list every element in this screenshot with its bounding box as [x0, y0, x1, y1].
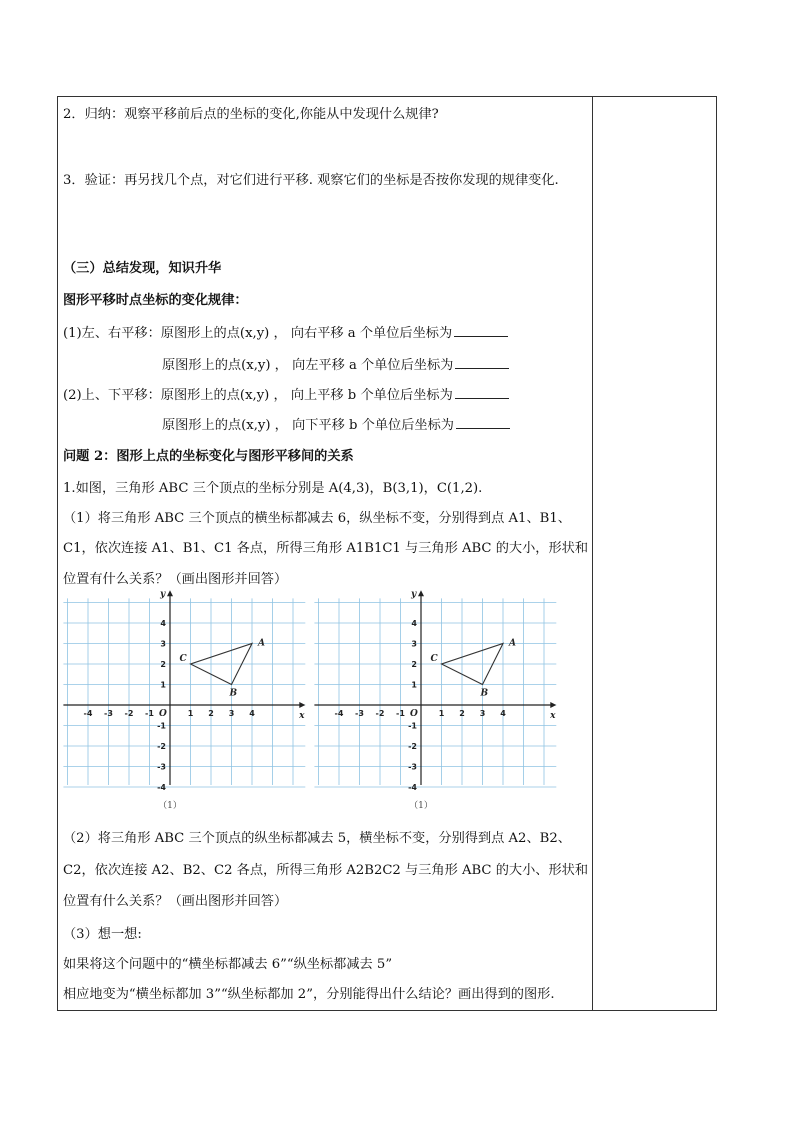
question-1-part-2-b: C2，依次连接 A2、B2、C2 各点，所得三角形 A2B2C2 与三角形 ABC 的大小、形状和 [63, 863, 589, 878]
y-tick-label: 4 [160, 619, 166, 628]
x-tick-label: 2 [459, 709, 465, 718]
figure-caption: （1） [409, 801, 433, 811]
figure-caption: （1） [158, 801, 182, 811]
rule-up-shift [63, 386, 509, 405]
section-heading-3: （三）总结发现，知识升华 [63, 261, 222, 276]
x-axis-arrow [299, 702, 305, 708]
answer-blank[interactable] [455, 386, 509, 399]
rule-up-shift-text: (2)上、下平移：原图形上的点(x,y) ， 向上平移 b 个单位后坐标为 [63, 388, 453, 403]
x-tick-label: 2 [208, 709, 214, 718]
y-tick-label: 2 [411, 660, 417, 669]
question-1-part-1-a: （1）将三角形 ABC 三个顶点的横坐标都减去 6，纵坐标不变，分别得到点 A1、B1、 [63, 511, 571, 526]
x-tick-label: 4 [249, 709, 255, 718]
question-1-part-1-c: 位置有什么关系？（画出图形并回答） [63, 572, 288, 587]
question-1-part-2-c: 位置有什么关系？（画出图形并回答） [63, 894, 288, 909]
y-tick-label: -4 [408, 783, 417, 792]
rule-right-shift-text: (1)左、右平移：原图形上的点(x,y) ， 向右平移 a 个单位后坐标为 [63, 326, 453, 341]
x-tick-label: -2 [375, 709, 385, 718]
y-tick-label: -3 [157, 762, 166, 772]
x-tick-label: 3 [228, 709, 235, 718]
vertex-label-b: B [480, 688, 489, 699]
x-tick-label: 1 [438, 709, 445, 718]
y-axis-label: y [160, 589, 166, 600]
y-tick-label: 4 [411, 619, 417, 628]
rule-right-shift [63, 324, 508, 343]
rule-left-shift [162, 356, 509, 375]
y-tick-label: 1 [160, 680, 166, 690]
y-tick-label: -3 [408, 762, 417, 772]
y-tick-label: -1 [408, 721, 417, 731]
step-3-verify: 3．验证：再另找几个点，对它们进行平移. 观察它们的坐标是否按你发现的规律变化. [63, 173, 559, 188]
y-tick-label: -4 [157, 783, 166, 792]
x-tick-label: -4 [334, 709, 344, 718]
x-tick-label: -3 [104, 709, 113, 718]
answer-blank[interactable] [456, 416, 510, 429]
y-tick-label: -2 [157, 742, 166, 751]
x-axis-label: x [299, 711, 305, 721]
question-1-part-2-a: （2）将三角形 ABC 三个顶点的纵坐标都减去 5，横坐标不变，分别得到点 A2、B2、 [63, 831, 571, 846]
vertex-label-c: C [430, 654, 438, 664]
vertex-label-a: A [509, 638, 516, 649]
y-axis-label: y [411, 589, 417, 600]
y-tick-label: 1 [411, 680, 417, 690]
rule-left-shift-text: 原图形上的点(x,y) ， 向左平移 a 个单位后坐标为 [162, 358, 454, 373]
answer-blank[interactable] [454, 324, 508, 337]
question-1-part-1-b: C1，依次连接 A1、B1、C1 各点，所得三角形 A1B1C1 与三角形 ABC 的大小，形状和 [63, 541, 589, 556]
vertex-label-c: C [179, 654, 187, 664]
vertex-label-a: A [258, 638, 265, 649]
x-tick-label: 1 [187, 709, 194, 718]
y-tick-label: 2 [160, 660, 166, 669]
step-2-summarize: 2．归纳：观察平移前后点的坐标的变化,你能从中发现什么规律? [63, 107, 439, 122]
x-tick-label: -1 [145, 709, 154, 718]
x-tick-label: -1 [396, 709, 405, 718]
coordinate-graph-1-svg [70, 589, 320, 815]
think-line-1: 如果将这个问题中的“横坐标都减去 6”“纵坐标都减去 5” [63, 957, 393, 972]
origin-label: O [410, 709, 418, 719]
x-axis-arrow [550, 702, 556, 708]
question-1-part-3: （3）想一想: [63, 927, 142, 942]
coordinate-graph-2 [321, 589, 571, 815]
y-tick-label: -1 [157, 721, 166, 731]
y-tick-label: 3 [160, 639, 166, 649]
x-tick-label: -3 [355, 709, 364, 718]
x-tick-label: -2 [124, 709, 134, 718]
answer-blank[interactable] [455, 356, 509, 369]
rule-down-shift-text: 原图形上的点(x,y) ， 向下平移 b 个单位后坐标为 [162, 418, 454, 433]
x-tick-label: 3 [479, 709, 486, 718]
table-column-divider [592, 96, 593, 1011]
question-1-intro: 1.如图，三角形 ABC 三个顶点的坐标分别是 A(4,3)，B(3,1)，C(1,2). [63, 481, 483, 496]
coordinate-graph-1 [70, 589, 320, 815]
rule-heading: 图形平移时点坐标的变化规律： [63, 293, 248, 308]
y-tick-label: -2 [408, 742, 417, 751]
origin-label: O [159, 709, 167, 719]
x-tick-label: -4 [83, 709, 93, 718]
rule-down-shift [162, 416, 510, 435]
think-line-2: 相应地变为“横坐标都加 3”“纵坐标都加 2”，分别能得出什么结论？画出得到的图形. [63, 987, 555, 1002]
vertex-label-b: B [229, 688, 238, 699]
x-tick-label: 4 [500, 709, 506, 718]
x-axis-label: x [550, 711, 556, 721]
question-2-heading: 问题 2：图形上点的坐标变化与图形平移间的关系 [63, 449, 354, 464]
coordinate-graph-2-svg [321, 589, 571, 815]
y-tick-label: 3 [411, 639, 417, 649]
